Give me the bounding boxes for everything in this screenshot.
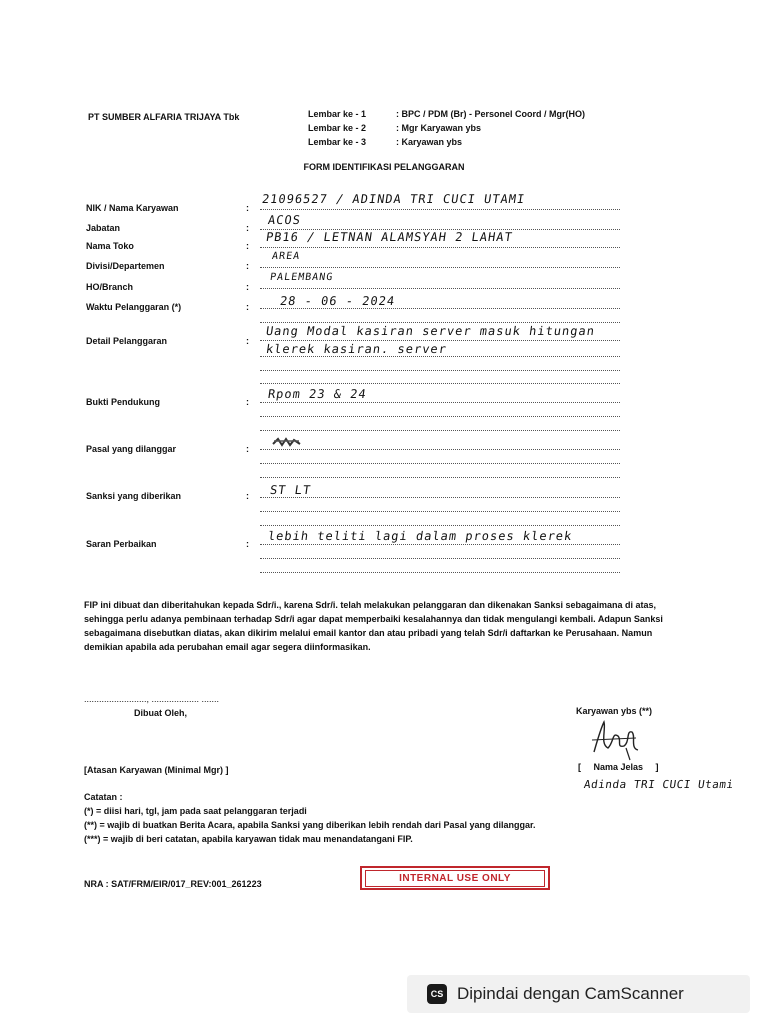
jabatan-label: Jabatan <box>86 223 121 233</box>
copy-row-2 <box>308 123 585 137</box>
dotted-line <box>260 511 620 512</box>
dotted-line <box>260 383 620 384</box>
dotted-line <box>260 572 620 573</box>
dotted-line <box>260 247 620 248</box>
dotted-line <box>260 288 620 289</box>
dotted-line <box>260 340 620 341</box>
paragraph-line: sebagaimana disebutkan diatas, akan dikirim melalui email kantor dan atau pribadi yang telah Sdr/i daftarkan ke Perusahaan. Namun <box>84 628 653 638</box>
copy-row-1 <box>308 109 585 123</box>
dotted-line <box>260 356 620 357</box>
sanksi-value: ST LT <box>269 483 313 497</box>
karyawan-label: Karyawan ybs (**) <box>576 706 653 716</box>
dotted-line <box>260 477 620 478</box>
waktu-label: Waktu Pelanggaran (*) <box>86 302 182 312</box>
dotted-line <box>260 449 620 450</box>
camscanner-banner <box>407 975 750 1013</box>
dotted-line <box>260 558 620 559</box>
copy-label: Lembar ke - 1 <box>308 109 367 119</box>
form-title: FORM IDENTIFIKASI PELANGGARAN <box>303 162 465 172</box>
internal-stamp <box>360 866 550 890</box>
notes-title: Catatan : <box>84 792 123 802</box>
dotted-line <box>260 308 620 309</box>
nama-jelas: [ Nama Jelas ] <box>578 762 659 772</box>
copy-value: : Karyawan ybs <box>396 137 463 147</box>
dotted-line <box>260 544 620 545</box>
pasal-label: Pasal yang dilanggar <box>86 444 177 454</box>
note-1: (*) = diisi hari, tgl, jam pada saat pelanggaran terjadi <box>84 806 307 816</box>
saran-value: lebih teliti lagi dalam proses klerek <box>267 529 574 543</box>
paragraph-line: FIP ini dibuat dan diberitahukan kepada Sdr/i., karena Sdr/i. telah melakukan pelanggaran dan dikenakan Sanksi sebagaimana di atas, <box>84 600 657 610</box>
dotted-line <box>260 322 620 323</box>
dotted-line <box>260 416 620 417</box>
note-3: (***) = wajib di beri catatan, apabila karyawan tidak mau menandatangani FIP. <box>84 834 413 844</box>
dotted-line <box>260 497 620 498</box>
date-placeholder: ........................., ................... ....... <box>84 694 220 704</box>
dotted-line <box>260 430 620 431</box>
toko-label: Nama Toko <box>86 241 134 251</box>
divisi-label: Divisi/Departemen <box>86 261 165 271</box>
nama-handwritten: Adinda TRI CUCI Utami <box>583 778 735 791</box>
colon: : <box>246 491 249 501</box>
dotted-line <box>260 402 620 403</box>
copy-value: : BPC / PDM (Br) - Personel Coord / Mgr(HO) <box>396 109 585 119</box>
colon: : <box>246 203 249 213</box>
copy-label: Lembar ke - 3 <box>308 137 367 147</box>
colon: : <box>246 302 249 312</box>
colon: : <box>246 241 249 251</box>
waktu-value: 28 - 06 - 2024 <box>279 294 397 308</box>
camscanner-logo-icon: CS <box>427 984 447 1004</box>
nik-label: NIK / Nama Karyawan <box>86 203 179 213</box>
copy-distribution <box>308 109 585 151</box>
copy-label: Lembar ke - 2 <box>308 123 367 133</box>
stamp-text: INTERNAL USE ONLY <box>365 870 545 887</box>
dotted-line <box>260 370 620 371</box>
detail-value-1: Uang Modal kasiran server masuk hitungan <box>265 324 596 338</box>
dotted-line <box>260 209 620 210</box>
sanksi-label: Sanksi yang diberikan <box>86 491 182 501</box>
scribble-mark <box>272 436 302 448</box>
colon: : <box>246 444 249 454</box>
paragraph-line: demikian apabila ada perubahan email agar segera diinformasikan. <box>84 642 371 652</box>
notes-section <box>84 790 536 846</box>
dotted-line <box>260 463 620 464</box>
toko-value: PB16 / LETNAN ALAMSYAH 2 LAHAT <box>265 230 514 244</box>
ho-value: PALEMBANG <box>269 272 334 283</box>
ho-label: HO/Branch <box>86 282 134 292</box>
bukti-value: Rpom 23 & 24 <box>267 387 368 401</box>
dibuat-oleh: Dibuat Oleh, <box>134 708 188 718</box>
signature-image <box>586 718 646 762</box>
nra-code: NRA : SAT/FRM/EIR/017_REV:001_261223 <box>84 879 262 889</box>
atasan-label: [Atasan Karyawan (Minimal Mgr) ] <box>84 765 229 775</box>
detail-label: Detail Pelanggaran <box>86 336 168 346</box>
copy-value: : Mgr Karyawan ybs <box>396 123 482 133</box>
colon: : <box>246 397 249 407</box>
saran-label: Saran Perbaikan <box>86 539 157 549</box>
dotted-line <box>260 267 620 268</box>
nik-value: 21096527 / ADINDA TRI CUCI UTAMI <box>261 192 527 206</box>
colon: : <box>246 539 249 549</box>
jabatan-value: ACOS <box>267 213 302 227</box>
note-2: (**) = wajib di buatkan Berita Acara, apabila Sanksi yang diberikan lebih rendah dari Pasal yang dilanggar. <box>84 820 536 830</box>
colon: : <box>246 336 249 346</box>
copy-row-3 <box>308 137 585 151</box>
bukti-label: Bukti Pendukung <box>86 397 160 407</box>
statement-paragraph <box>84 598 764 654</box>
dotted-line <box>260 525 620 526</box>
detail-value-2: klerek kasiran. server <box>265 342 448 356</box>
colon: : <box>246 261 249 271</box>
camscanner-text: Dipindai dengan CamScanner <box>457 984 684 1003</box>
colon: : <box>246 223 249 233</box>
paragraph-line: sehingga perlu adanya pembinaan terhadap Sdr/i agar dapat memperbaiki kesalahannya dan tidak mengulangi kembali. Adapun Sanksi <box>84 614 663 624</box>
company-name: PT SUMBER ALFARIA TRIJAYA Tbk <box>88 112 240 122</box>
colon: : <box>246 282 249 292</box>
divisi-value: AREA <box>271 251 301 262</box>
